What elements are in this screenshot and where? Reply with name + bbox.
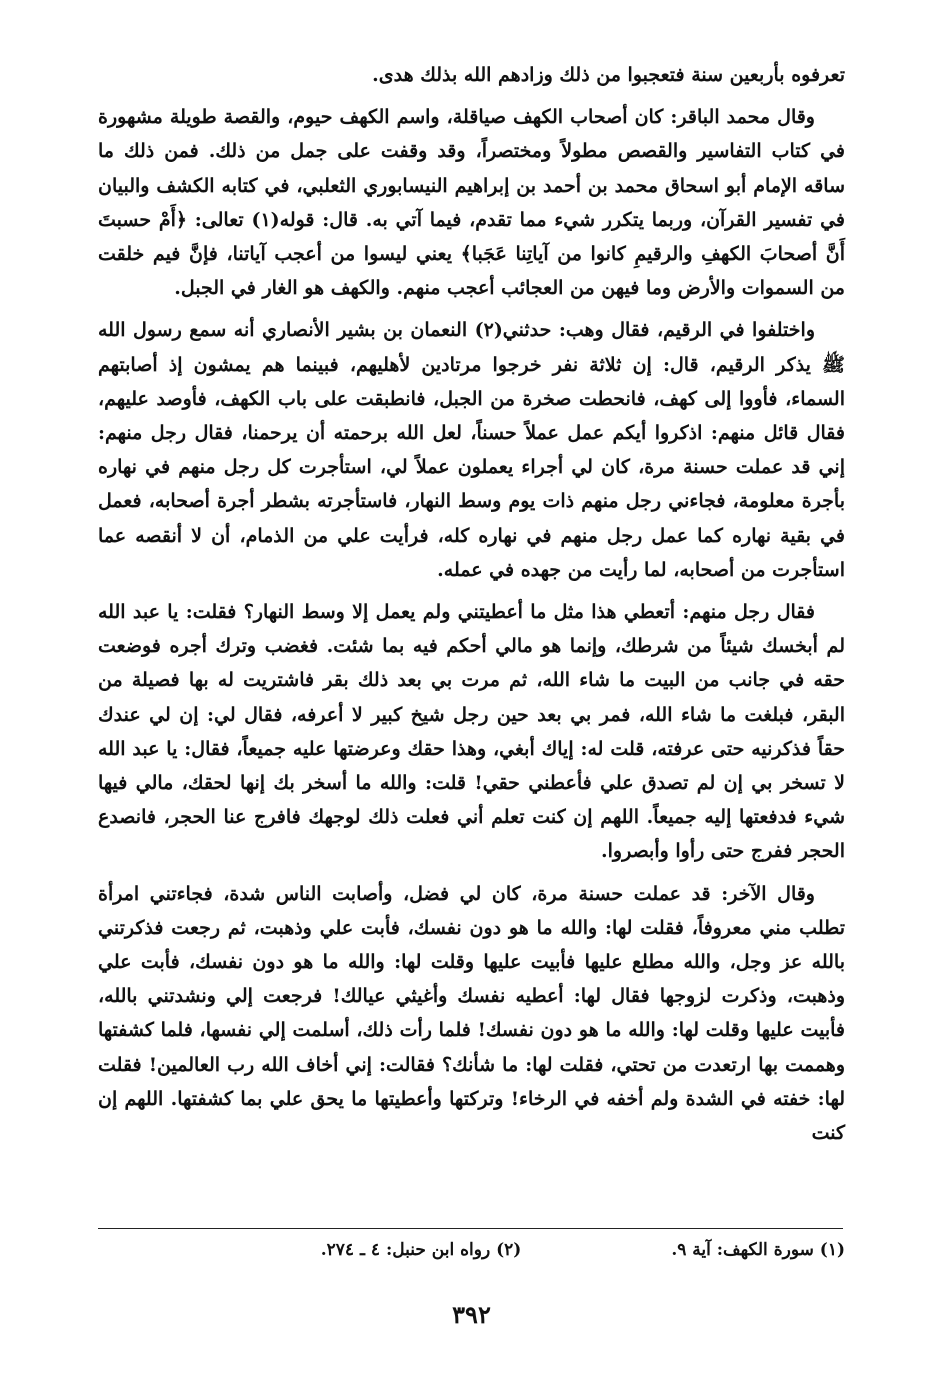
paragraph-1: تعرفوه بأربعين سنة فتعجبوا من ذلك وزادهم الله بذلك هدى. [372, 64, 845, 86]
footnotes [98, 1240, 845, 1260]
page-body [98, 58, 845, 1238]
page-number: ٣٩٢ [452, 1300, 491, 1329]
paragraph-2: وقال محمد الباقر: كان أصحاب الكهف صياقلة، واسم الكهف حيوم، والقصة طويلة مشهورة في كتاب التفاسير والقصص مطولاً ومختصراً، وقد وقفت على جمل من ذلك. فمن ذلك ما ساقه الإمام أبو اسحاق محمد بن أحمد بن إبراهيم النيسابوري الثعلبي، في كتابه الكشف والبيان في تفسير القرآن، وربما يتكرر شيء مما تقدم، فيما آتي به. قال: قوله(١) تعالى: ﴿أَمْ حسبتَ أَنَّ أصحابَ الكهفِ والرقيمِ كانوا من آياتِنا عَجَبا﴾ يعني ليسوا من أعجب آياتنا، فإنَّ فيم خلقت من السموات والأرض وما فيهن من العجائب أعجب منهم. والكهف هو الغار في الجبل. [98, 106, 845, 300]
paragraph-5: وقال الآخر: قد عملت حسنة مرة، كان لي فضل، وأصابت الناس شدة، فجاءتني امرأة تطلب مني معروفاً، فقلت لها: والله ما هو دون نفسك، فأبت علي وذهبت، ثم رجعت فذكرتني بالله عز وجل، والله مطلع عليها فأبيت عليها وقلت لها: والله ما هو دون نفسك، فأبت علي وذهبت، وذكرت لزوجها فقال لها: أعطيه نفسك وأغيثي عيالك! فرجعت إلي ونشدتني بالله، فأبيت عليها وقلت لها: والله ما هو دون نفسك! فلما رأت ذلك، أسلمت إلي نفسها، فلما كشفتها وهممت بها ارتعدت من تحتي، فقلت لها: ما شأنك؟ فقالت: إني أخاف الله رب العالمين! فقلت لها: خفته في الشدة ولم أخفه في الرخاء! وتركتها وأعطيتها ما يحق علي بما كشفتها. اللهم إن كنت [98, 882, 845, 1145]
footnote-1: (١) سورة الكهف: آية ٩. [671, 1240, 845, 1260]
footnote-2: (٢) رواه ابن حنبل: ٤ ـ ٢٧٤. [320, 1240, 522, 1260]
paragraph-4: فقال رجل منهم: أتعطي هذا مثل ما أعطيتني ولم يعمل إلا وسط النهار؟ فقلت: يا عبد الله لم أبخسك شيئاً من شرطك، وإنما هو مالي أحكم فيه بما شئت. فغضب وترك أجره فوضعت حقه في جانب من البيت ما شاء الله، ثم مرت بي بعد ذلك بقر فاشتريت له بها فصيلة من البقر، فبلغت ما شاء الله، فمر بي بعد حين رجل شيخ كبير لا أعرفه، فقال لي: إن لي عندك حقاً فذكرنيه حتى عرفته، قلت له: إياك أبغي، وهذا حقك وعرضتها عليه جميعاً، فقال: يا عبد الله لا تسخر بي إن لم تصدق علي فأعطني حقي! قلت: والله ما أسخر بك إنها لحقك، مالي فيها شيء فدفعتها إليه جميعاً. اللهم إن كنت تعلم أني فعلت ذلك لوجهك فافرج عنا الحجر، فانصدع الحجر ففرج حتى رأوا وأبصروا. [98, 601, 845, 863]
paragraph-3: واختلفوا في الرقيم، فقال وهب: حدثني(٢) النعمان بن بشير الأنصاري أنه سمع رسول الله ﷺ يذكر الرقيم، قال: إن ثلاثة نفر خرجوا مرتادين لأهليهم، فبينما هم يمشون إذ أصابتهم السماء، فأووا إلى كهف، فانحطت صخرة من الجبل، فانطبقت على باب الكهف، فأوصد عليهم، فقال قائل منهم: اذكروا أيكم عمل عملاً حسناً، لعل الله برحمته أن يرحمنا، فقال رجل منهم: إني قد عملت حسنة مرة، كان لي أجراء يعملون عملاً لي، استأجرت كل رجل منهم في نهاره بأجرة معلومة، فجاءني رجل منهم ذات يوم وسط النهار، فاستأجرته بشطر أجرة أصحابه، فعمل في بقية نهاره كما عمل رجل منهم في نهاره كله، فرأيت علي من الذمام، أن لا أنقصه عما استأجرت من أصحابه، لما رأيت من جهده في عمله. [98, 319, 846, 581]
footnote-divider [98, 1228, 843, 1229]
